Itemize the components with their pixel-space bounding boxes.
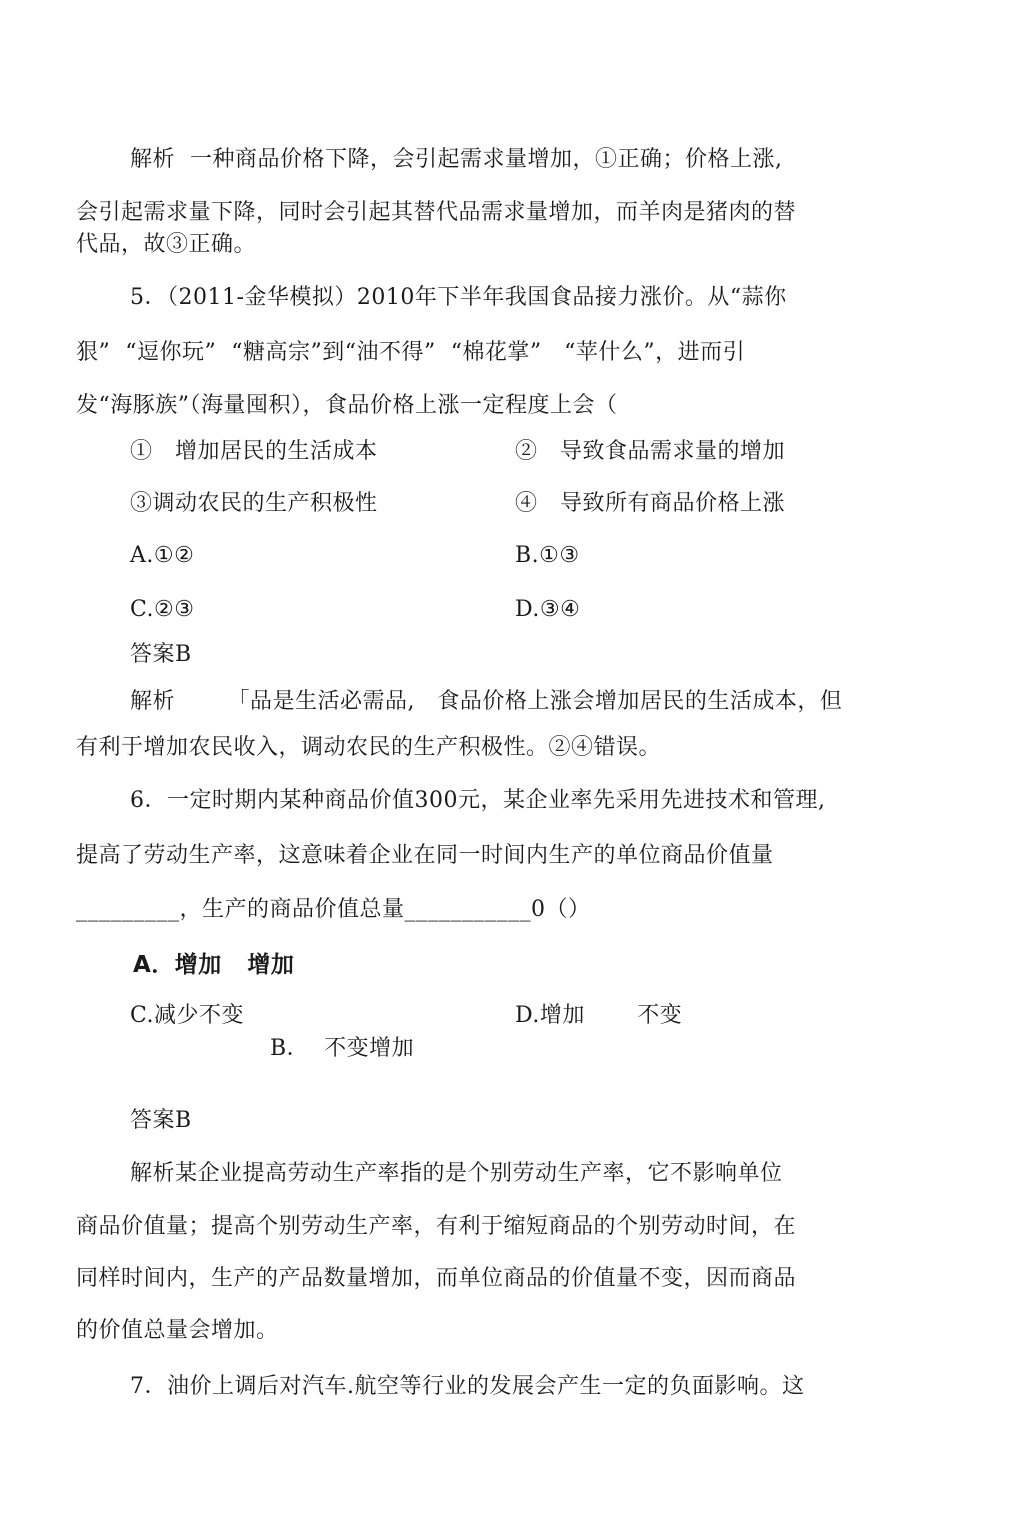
q5-statement-3: ③调动农民的生产积极性 xyxy=(130,491,378,516)
q5-question-line-1: 5．（2011-金华模拟）2010年下半年我国食品接力涨价。从“蒜你 xyxy=(130,285,787,310)
q5-analysis-line-2: 有利于增加农民收入，调动农民的生产积极性。②④错误。 xyxy=(76,735,662,760)
q4-analysis-line-2: 会引起需求量下降，同时会引起其替代品需求量增加，而羊肉是猪肉的替 xyxy=(76,200,797,225)
q5-choice-c: C.②③ xyxy=(130,597,195,622)
q5-question-line-3: 发“海豚族”（海量囤积），食品价格上涨一定程度上会（ xyxy=(76,393,618,418)
q5-statement-4: ④ 导致所有商品价格上涨 xyxy=(515,491,785,516)
q4-analysis-line-3: 代品，故③正确。 xyxy=(76,232,257,257)
q6-analysis-line-4: 的价值总量会增加。 xyxy=(76,1318,279,1343)
q4-analysis-line-1: 解析 一种商品价格下降，会引起需求量增加，①正确；价格上涨, xyxy=(130,147,783,172)
q5-answer: 答案B xyxy=(130,642,192,667)
q5-question-line-2: 狠” “逗你玩” “糖高宗”到“油不得” “棉花掌” “苹什么”，进而引 xyxy=(76,340,746,365)
q6-question-line-2: 提高了劳动生产率，这意味着企业在同一时间内生产的单位商品价值量 xyxy=(76,843,774,868)
q6-question-line-3: _________，生产的商品价值总量___________0（） xyxy=(76,897,591,922)
q6-answer: 答案B xyxy=(130,1108,192,1133)
q6-choice-d: D.增加 不变 xyxy=(515,1003,683,1028)
q6-question-line-1: 6．一定时期内某种商品价值300元，某企业率先采用先进技术和管理, xyxy=(130,788,826,813)
q5-choice-b: B.①③ xyxy=(515,543,580,568)
q5-statement-2: ② 导致食品需求量的增加 xyxy=(515,439,785,464)
q5-choice-a: A.①② xyxy=(130,543,195,568)
q5-analysis-line-1: 解析 「品是生活必需品, 食品价格上涨会增加居民的生活成本，但 xyxy=(130,689,843,714)
q6-analysis-line-3: 同样时间内，生产的产品数量增加，而单位商品的价值量不变，因而商品 xyxy=(76,1266,797,1291)
q6-analysis-line-2: 商品价值量；提高个别劳动生产率，有利于缩短商品的个别劳动时间，在 xyxy=(76,1214,797,1239)
q7-question-line-1: 7．油价上调后对汽车.航空等行业的发展会产生一定的负面影响。这 xyxy=(130,1374,805,1399)
q6-analysis-line-1: 解析某企业提高劳动生产率指的是个别劳动生产率，它不影响单位 xyxy=(130,1161,783,1186)
q6-choice-b: B． 不变增加 xyxy=(270,1036,415,1061)
q6-choice-c: C.减少不变 xyxy=(130,1003,245,1028)
q6-choice-a: A．增加 增加 xyxy=(133,952,295,978)
q5-choice-d: D.③④ xyxy=(515,597,581,622)
q5-statement-1: ① 增加居民的生活成本 xyxy=(130,439,378,464)
